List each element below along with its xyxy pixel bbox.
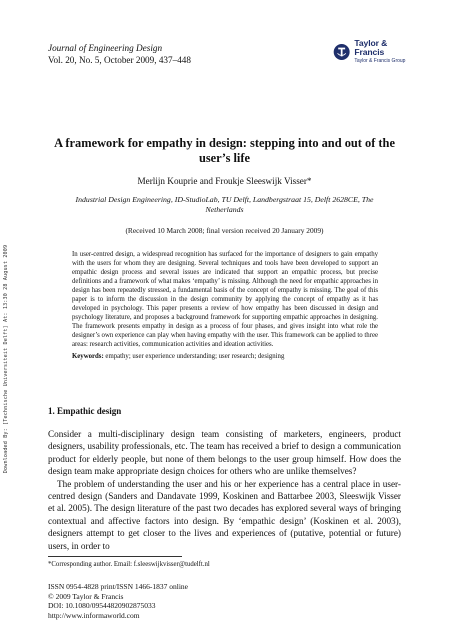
publisher-name: Taylor & Francis	[354, 37, 388, 57]
corresponding-author-footnote: *Corresponding author. Email: f.sleeswijkvisser@tudelft.nl	[48, 561, 210, 568]
keywords	[72, 352, 378, 361]
publisher-group: Taylor & Francis Group	[354, 57, 406, 64]
article-authors: Merlijn Kouprie and Froukje Sleeswijk Visser*	[137, 176, 312, 186]
issn-line: ISSN 0954-4828 print/ISSN 1466-1837 online	[48, 582, 189, 591]
body-text	[48, 428, 401, 552]
body-paragraph: The problem of understanding the user and his or her experience has a central place in user-centred design (Sanders and Dandavate 1999, Koskinen and Battarbee 2003, Sleeswijk Visser et al. 2005). The design literature of the past two decades has explored several ways of bringing contextual and affective factors into design. By ‘empathic design’ (Koskinen et al. 2003), designers attempt to get closer to the lives and experiences of (putative, potential or future) users, in order to	[48, 478, 401, 551]
keywords-list: empathy; user experience understanding; user research; designing	[105, 353, 285, 360]
download-watermark-text: Downloaded By: [Technische Universiteit Delft] At: 13:30 28 August 2009	[3, 244, 10, 474]
author-affiliation: Industrial Design Engineering, ID-StudioLab, TU Delft, Landbergstraat 15, Delft 2628CE, The Netherlands	[75, 195, 374, 214]
publication-info	[48, 582, 188, 620]
received-dates: (Received 10 March 2008; final version received 20 January 2009)	[125, 226, 324, 235]
abstract: In user-centred design, a widespread recognition has surfaced for the importance of designers to gain empathy with the users for whom they are designing. Several techniques and tools have been developed to support an empathic design process and several issues are indicated that support an empathic process, but precise definitions and a framework of what makes ‘empathy’ is missing. Although the need for empathic approaches in design has been repeatedly stressed, a fundamental basis of the concept of empathy is missing. The goal of this paper is to inform the discussion in the design community by applying the concept of empathy as it has developed in psychology. This paper presents a review of how empathy has been discussed in design and psychology literature, and proposes a background framework for supporting empathic approaches in designing. The framework presents empathy in design as a process of four phases, and gives insight into what role the designer’s own experience can play when having empathy with the user. This framework can be applied to three areas: research activities, communication activities and ideation activities.	[72, 251, 378, 348]
section-heading: 1. Empathic design	[48, 406, 122, 416]
article-title: A framework for empathy in design: stepping into and out of the user’s life	[54, 136, 395, 165]
journal-name: Journal of Engineering Design	[48, 43, 163, 53]
doi-line: DOI: 10.1080/09544820902875033	[48, 601, 156, 611]
publisher-logo	[333, 37, 417, 64]
body-paragraph: Consider a multi-disciplinary design team consisting of marketers, engineers, product designers, usability professionals, etc. The team has received a brief to design a communication product for elderly people, but none of them belongs to the user group himself. How does the design team make appropriate design choices for others who are unlike themselves?	[48, 429, 401, 477]
keywords-label: Keywords:	[72, 353, 104, 360]
copyright-line: © 2009 Taylor & Francis	[48, 591, 124, 601]
publisher-url: http://www.informaworld.com	[48, 610, 140, 620]
publisher-wordmark	[354, 39, 417, 66]
download-watermark	[1, 196, 11, 522]
journal-header	[48, 42, 191, 66]
footnote-divider	[48, 556, 182, 557]
journal-volume: Vol. 20, No. 5, October 2009, 437–448	[48, 55, 191, 65]
taylor-francis-logo-icon	[333, 43, 350, 61]
